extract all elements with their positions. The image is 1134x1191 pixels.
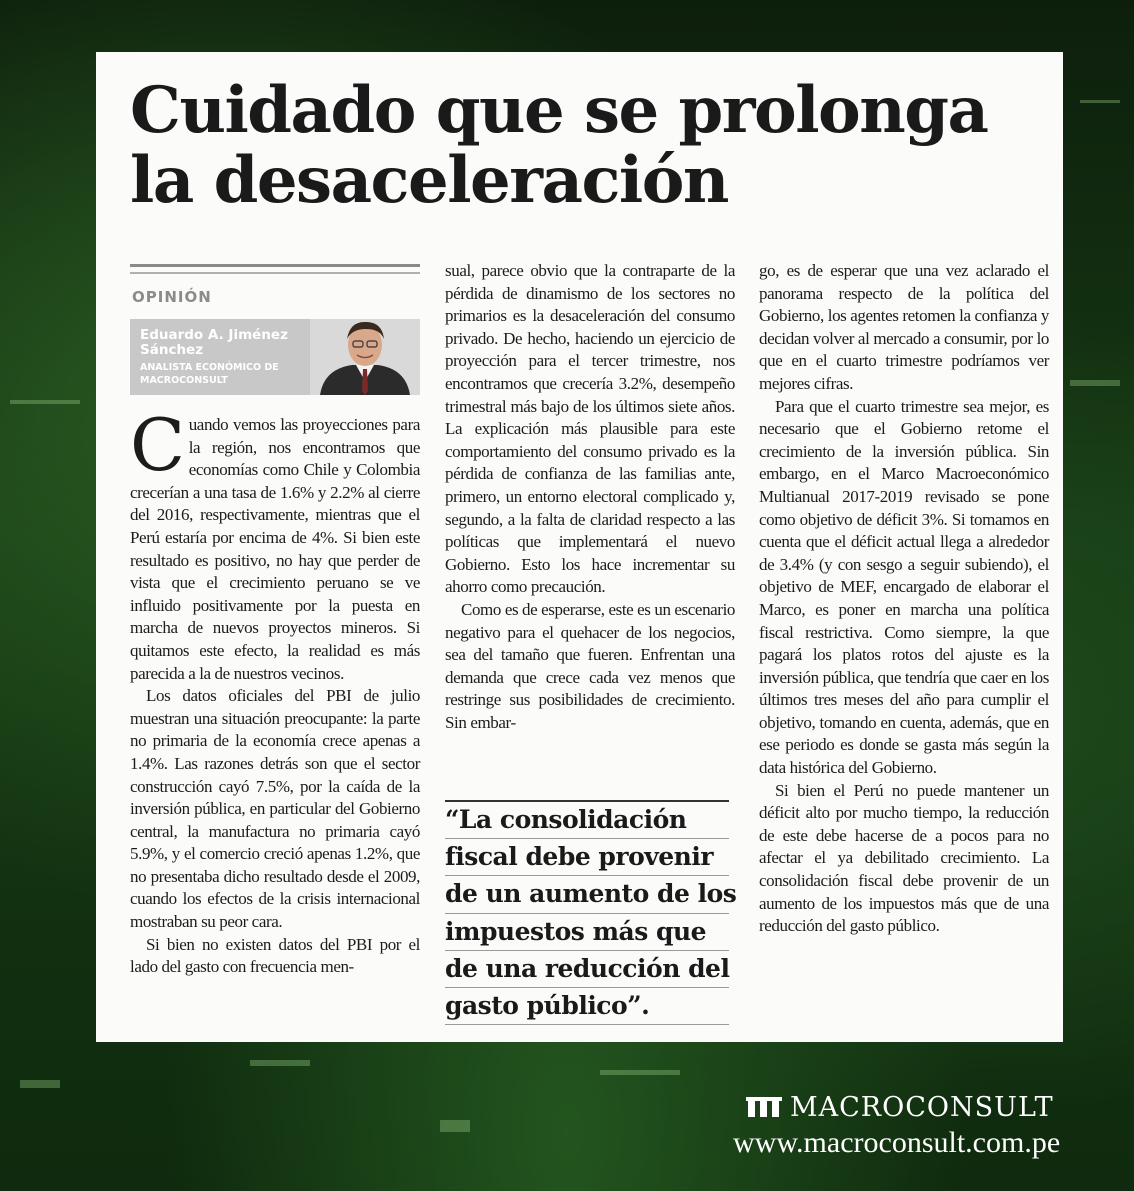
pull-quote-line: “La consolidación xyxy=(445,802,729,839)
pull-quote-line: de un aumento de los xyxy=(445,876,729,913)
section-label: OPINIÓN xyxy=(132,288,212,306)
pull-quote-line: fiscal debe provenir xyxy=(445,839,729,876)
pull-quote-line: de una reducción del xyxy=(445,951,729,988)
column-2 xyxy=(445,260,735,734)
column-1 xyxy=(130,403,420,979)
paragraph: Cuando vemos las proyecciones para la región, nos encontramos que economías como Chile y Colombia crecerían a una tasa de 1.6% y 2.2% al cierre del 2016, respectivamente, mientras que el Perú estaría por encima de 4%. Si bien este resultado es positivo, no hay que perder de vista que el crecimiento peruano se ve influido positivamente por la puesta en marcha de nuevos proyectos mineros. Si quitamos este efecto, la realidad es más parecida a la de nuestros vecinos. xyxy=(130,403,420,683)
pull-quote xyxy=(445,800,737,1025)
paragraph: Como es de esperarse, este es un escenario negativo para el quehacer de los negocios, sea del tamaño que fueren. Enfrentan una demanda que crece cada vez menos que restringe sus posibilidades de crecimiento. Sin embar- xyxy=(445,599,735,732)
section-rule-bottom xyxy=(130,272,420,274)
pull-quote-line: impuestos más que xyxy=(445,914,729,951)
macroconsult-m-logo-icon xyxy=(746,1093,782,1119)
paragraph: sual, parece obvio que la contraparte de la pérdida de dinamismo de los sectores no primarios es la desaceleración del consumo privado. De hecho, haciendo un ejercicio de proyección para el tercer trimestre, nos encontramos que crecería 3.2%, desempeño trimestral más bajo de los últimos siete años. La explicación más plausible para este comportamiento del consumo privado es la pérdida de confianza de las familias ante, primero, un entorno electoral complicado y, segundo, a la falta de claridad respecto a las políticas que implementará el nuevo Gobierno. Esto los hace incrementar su ahorro como precaución. xyxy=(445,261,735,597)
author-portrait xyxy=(310,319,420,395)
paragraph: Si bien el Perú no puede mantener un déficit alto por mucho tiempo, la reducción de este debe hacerse de a pocos para no afectar el ya debilitado crecimiento. La consolidación fiscal debe provenir de un aumento de los impuestos más que de una reducción del gasto público. xyxy=(759,780,1049,936)
paragraph: Para que el cuarto trimestre sea mejor, es necesario que el Gobierno retome el crecimiento de la inversión pública. Sin embargo, en el Marco Macroeconómico Multianual 2017-2019 revisado se pone como objetivo de déficit 3%. Si tomamos en cuenta que el déficit actual llega a alrededor de 3.4% (y con sesgo a seguir subiendo), el objetivo de MEF, encargado de elaborar el Marco, es poner en marcha una política fiscal restrictiva. Como siempre, la que pagará los platos rotos del ajuste es la inversión pública, que tendría que caer en los últimos tres meses del año para cumplir el objetivo, tomando en cuenta, además, que en ese periodo es donde se gasta más según la data histórica del Gobierno. xyxy=(759,396,1049,778)
headline-line-2: la desaceleración xyxy=(130,143,728,218)
column-3 xyxy=(759,260,1049,938)
author-role: ANALISTA ECONÓMICO DE MACROCONSULT xyxy=(140,362,279,386)
paragraph: Los datos oficiales del PBI de julio muestran una situación preocupante: la parte no primaria de la economía crece apenas a 1.4%. Las razones detrás son que el sector construcción cayó 7.5%, por la caída de la inversión pública, en particular del Gobierno central, la manufactura no primaria cayó 5.9%, y el comercio creció apenas 1.2%, que no presentaba dicho resultado desde el 2009, cuando los efectos de la crisis internacional mostraban su peor cara. xyxy=(130,686,420,932)
company-name: MACROCONSULT xyxy=(790,1092,1054,1123)
author-name: Eduardo A. Jiménez Sánchez xyxy=(140,327,288,358)
paragraph: Si bien no existen datos del PBI por el lado del gasto con frecuencia men- xyxy=(130,934,420,977)
company-logo xyxy=(746,1092,1054,1123)
drop-cap: C xyxy=(130,403,185,487)
headline xyxy=(130,73,988,218)
section-rule-top xyxy=(130,264,420,267)
company-url: www.macroconsult.com.pe xyxy=(733,1126,1061,1159)
pull-quote-line: gasto público”. xyxy=(445,988,729,1025)
paragraph: go, es de esperar que una vez aclarado el panorama respecto de la política del Gobierno, los agentes retomen la confianza y decidan volver al mercado a consumir, por lo que en el cuarto trimestre podríamos ver mejores cifras. xyxy=(759,261,1049,393)
author-byline xyxy=(130,319,420,395)
headline-line-1: Cuidado que se prolonga xyxy=(130,73,988,148)
newspaper-clipping xyxy=(96,52,1063,1042)
